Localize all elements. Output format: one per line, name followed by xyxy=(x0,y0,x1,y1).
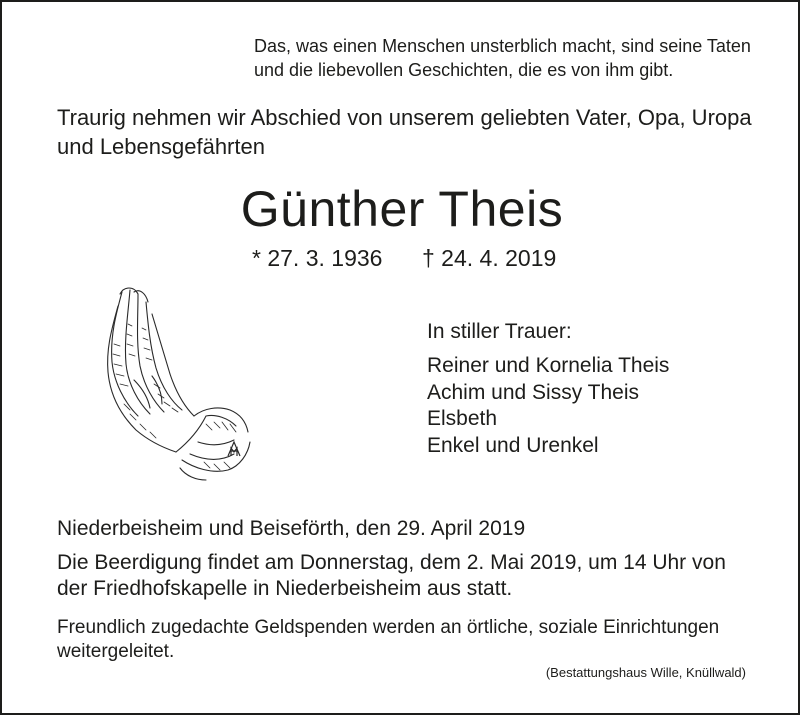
donation-line-2: weitergeleitet. xyxy=(57,641,175,662)
motto-line-2: und die liebevollen Geschichten, die es von ihm gibt. xyxy=(254,60,674,80)
intro-line-2: und Lebensgefährten xyxy=(57,134,265,159)
mourner-name: Enkel und Urenkel xyxy=(427,433,599,457)
mourners-heading: In stiller Trauer: xyxy=(427,320,572,343)
mourner-name: Achim und Sissy Theis xyxy=(427,380,640,404)
motto-line-1: Das, was einen Menschen unsterblich macht, sind seine Taten xyxy=(254,36,751,56)
praying-hands-icon xyxy=(94,284,264,484)
funeral-line-2: der Friedhofskapelle in Niederbeisheim aus statt. xyxy=(57,577,513,600)
motto-quote xyxy=(254,34,774,82)
intro-text xyxy=(57,103,777,161)
funeral-notice xyxy=(57,550,777,602)
deceased-name: Günther Theis xyxy=(240,181,564,237)
mourner-name: Reiner und Kornelia Theis xyxy=(427,354,670,377)
death-date: † 24. 4. 2019 xyxy=(422,245,557,271)
donation-notice xyxy=(57,616,777,664)
intro-line-1: Traurig nehmen wir Abschied von unserem geliebten Vater, Opa, Uropa xyxy=(57,105,752,130)
donation-line-1: Freundlich zugedachte Geldspenden werden an örtliche, soziale Einrichtungen xyxy=(57,617,720,638)
undertaker-credit: (Bestattungshaus Wille, Knüllwald) xyxy=(545,665,746,680)
mourner-name: Elsbeth xyxy=(427,407,498,430)
birth-date: * 27. 3. 1936 xyxy=(252,245,383,271)
place-and-date: Niederbeisheim und Beiseförth, den 29. April 2019 xyxy=(57,517,526,540)
funeral-line-1: Die Beerdigung findet am Donnerstag, dem 2. Mai 2019, um 14 Uhr von xyxy=(57,551,726,574)
mourners-list xyxy=(427,353,669,459)
